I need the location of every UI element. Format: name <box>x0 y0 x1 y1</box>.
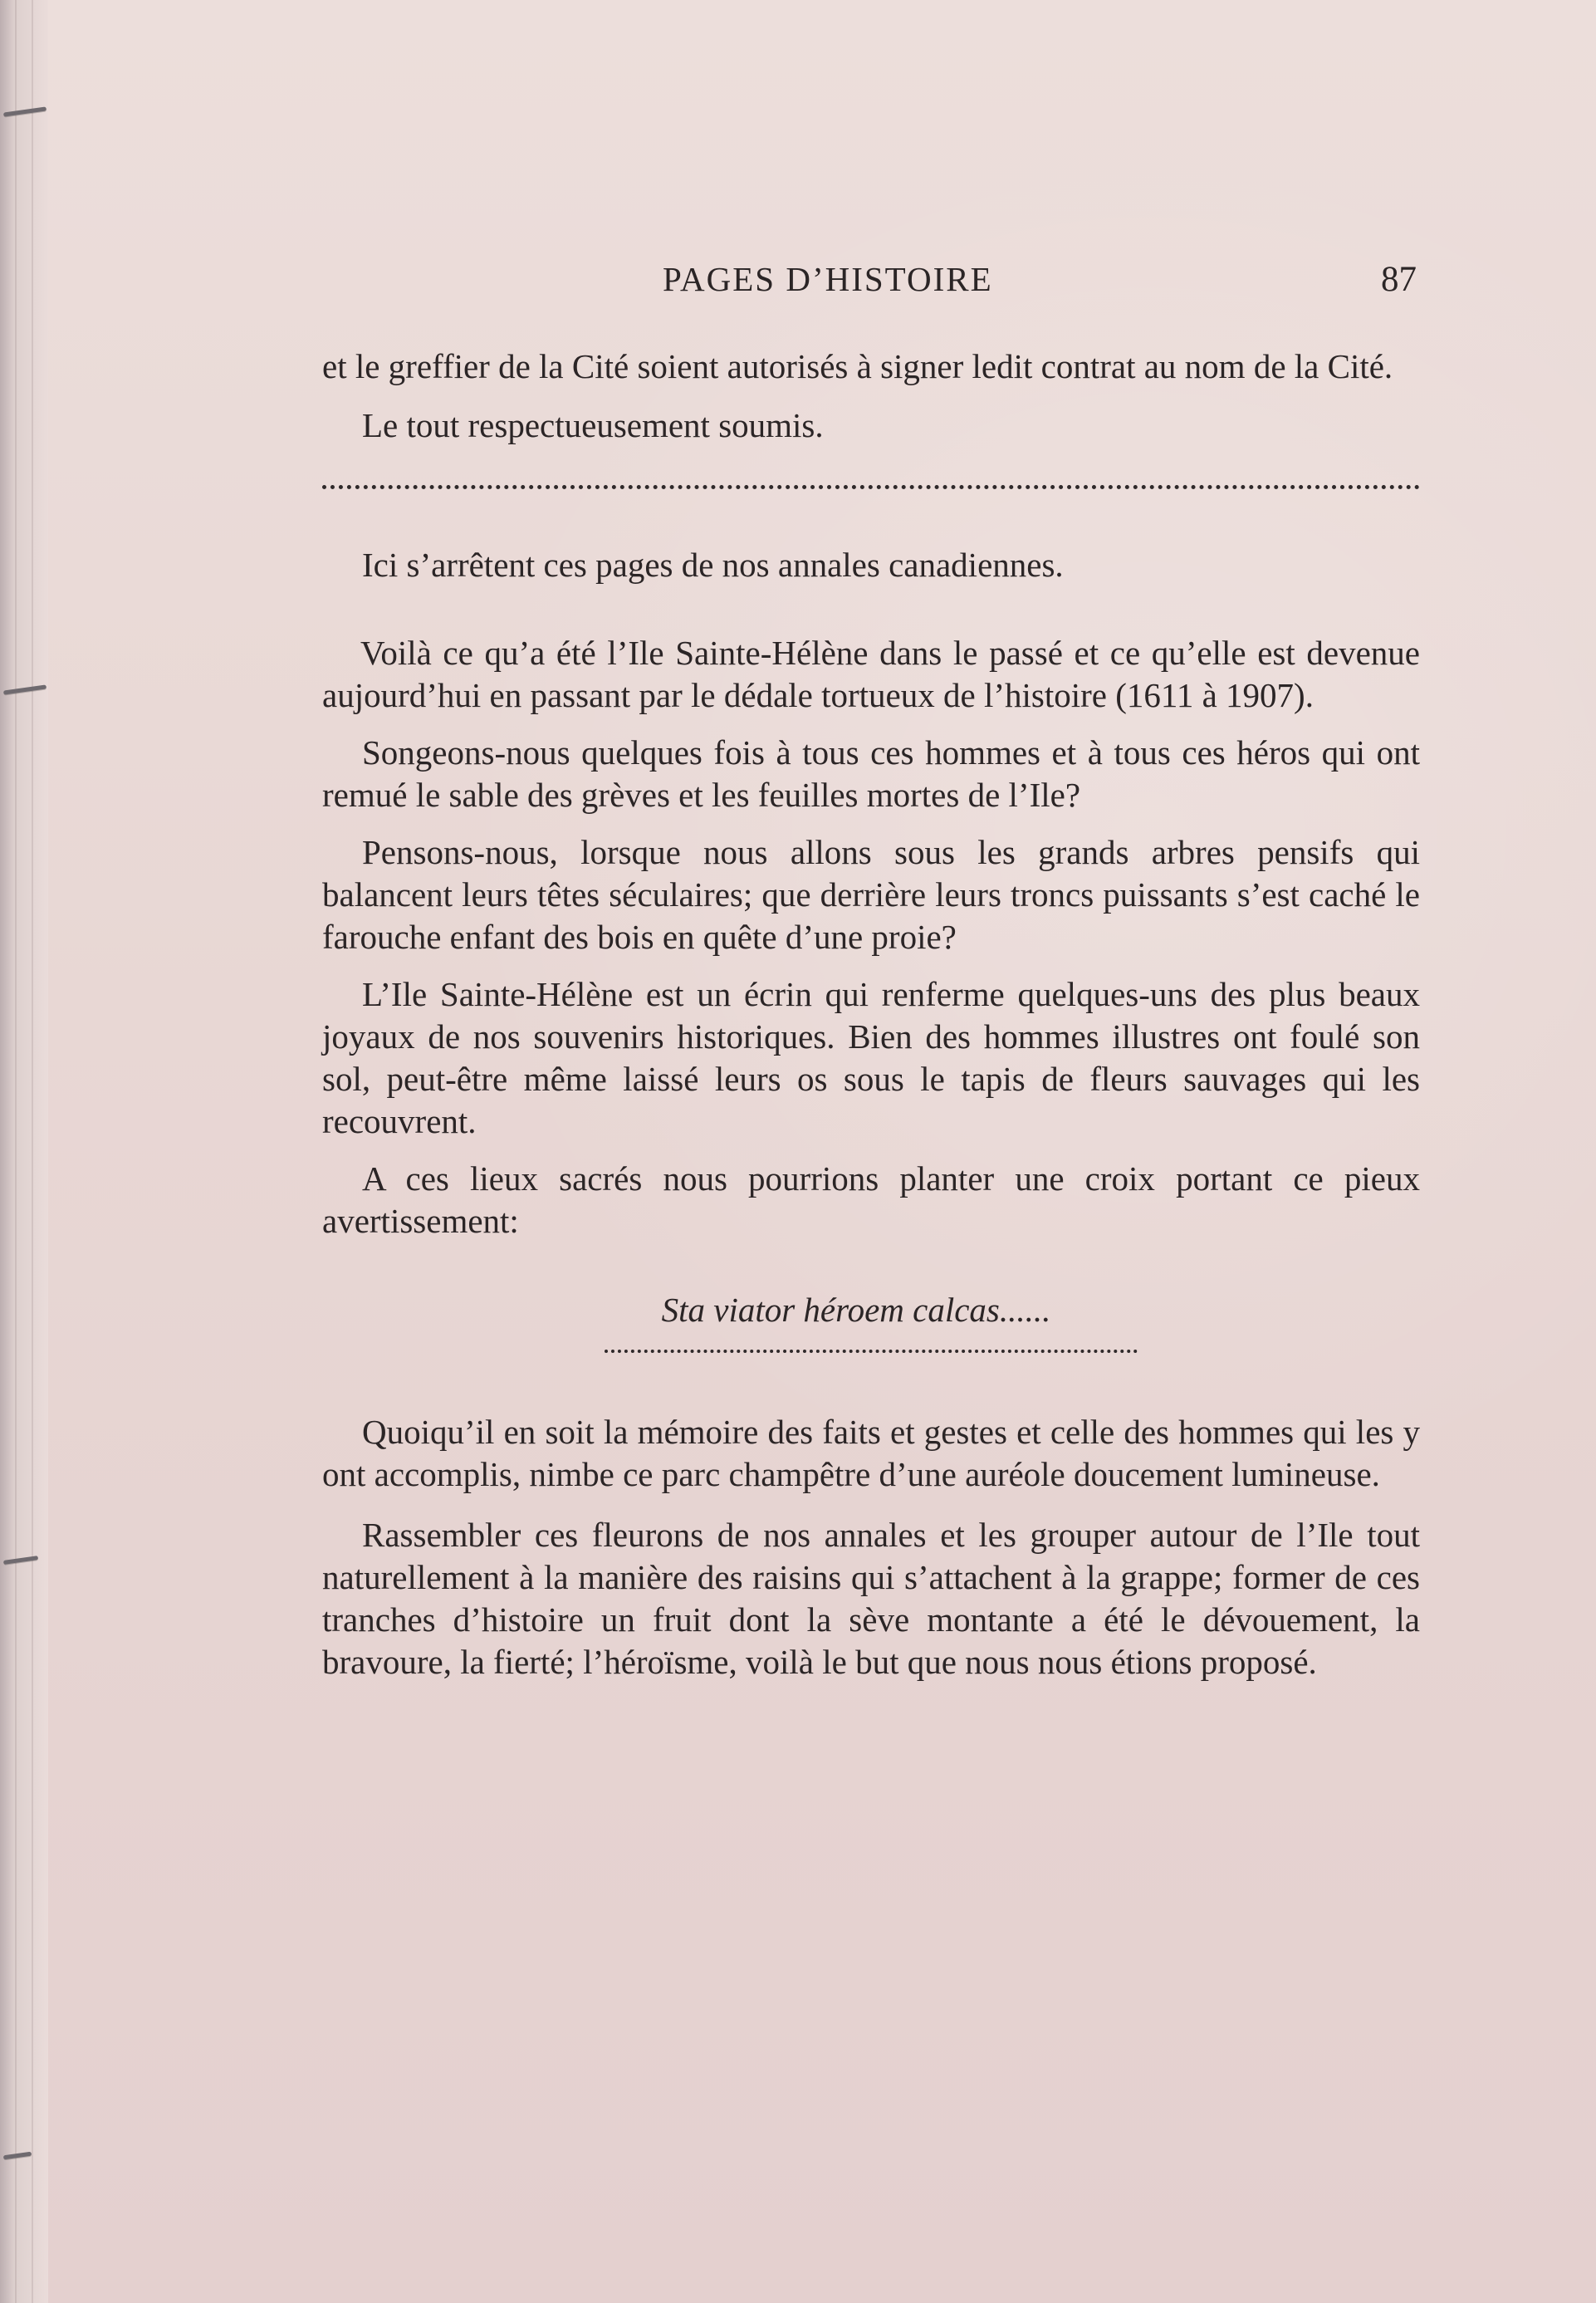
staple-mark <box>3 684 47 694</box>
paragraph: et le greffier de la Cité soient autorisés à signer ledit contrat au nom de la Cité. <box>322 347 1393 385</box>
paragraph: Pensons-nous, lorsque nous allons sous les grands arbres pensifs qui balancent leurs têtes séculaires; que derrière leurs troncs puissants s’est caché le farouche enfant des bois en quête d’une proie? <box>322 833 1420 956</box>
staple-mark <box>3 2152 32 2160</box>
running-head <box>322 259 1417 306</box>
paragraph: A ces lieux sacrés nous pourrions planter une croix portant ce pieux avertissement: <box>322 1159 1420 1240</box>
paragraph: L’Ile Sainte-Hélène est un écrin qui renferme quelques-uns des plus beaux joyaux de nos souvenirs historiques. Bien des hommes illustres ont foulé son sol, peut-être même laissé leurs os sous le tapis de fleurs sauvages qui les recouvrent. <box>322 975 1420 1140</box>
quote-line: Sta viator héroem calcas...... <box>661 1291 1051 1329</box>
running-title: PAGES D’HISTOIRE <box>663 260 993 298</box>
binding-rule <box>15 0 17 2303</box>
paragraph: Le tout respectueusement soumis. <box>362 406 824 444</box>
paragraph: Voilà ce qu’a été l’Ile Sainte-Hélène dans le passé et ce qu’elle est devenue aujourd’hui en passant par le dédale tortueux de l’histoire (1611 à 1907). <box>322 634 1420 714</box>
staple-mark <box>3 106 47 116</box>
binding-strip <box>0 0 48 2303</box>
quote-dotted-rule <box>605 1350 1138 1361</box>
paragraph: Quoiqu’il en soit la mémoire des faits et gestes et celle des hommes qui les y ont accomplis, nimbe ce parc champêtre d’une auréole doucement lumineuse. <box>322 1413 1420 1493</box>
binding-rule <box>32 0 33 2303</box>
page-number: 87 <box>1381 260 1417 299</box>
paragraph: Songeons-nous quelques fois à tous ces hommes et à tous ces héros qui ont remué le sable des grèves et les feuilles mortes de l’Ile? <box>322 733 1420 814</box>
dotted-rule <box>322 485 1420 501</box>
body-text <box>322 345 1420 1683</box>
paragraph: Rassembler ces fleurons de nos annales et les grouper autour de l’Ile tout naturellement à la manière des raisins qui s’attachent à la grappe; former de ces tranches d’histoire un fruit dont la sève montante a été le dévouement, la bravoure, la fierté; l’héroïsme, voilà le but que nous nous étions proposé. <box>322 1516 1420 1681</box>
paragraph: Ici s’arrêtent ces pages de nos annales canadiennes. <box>362 546 1064 584</box>
